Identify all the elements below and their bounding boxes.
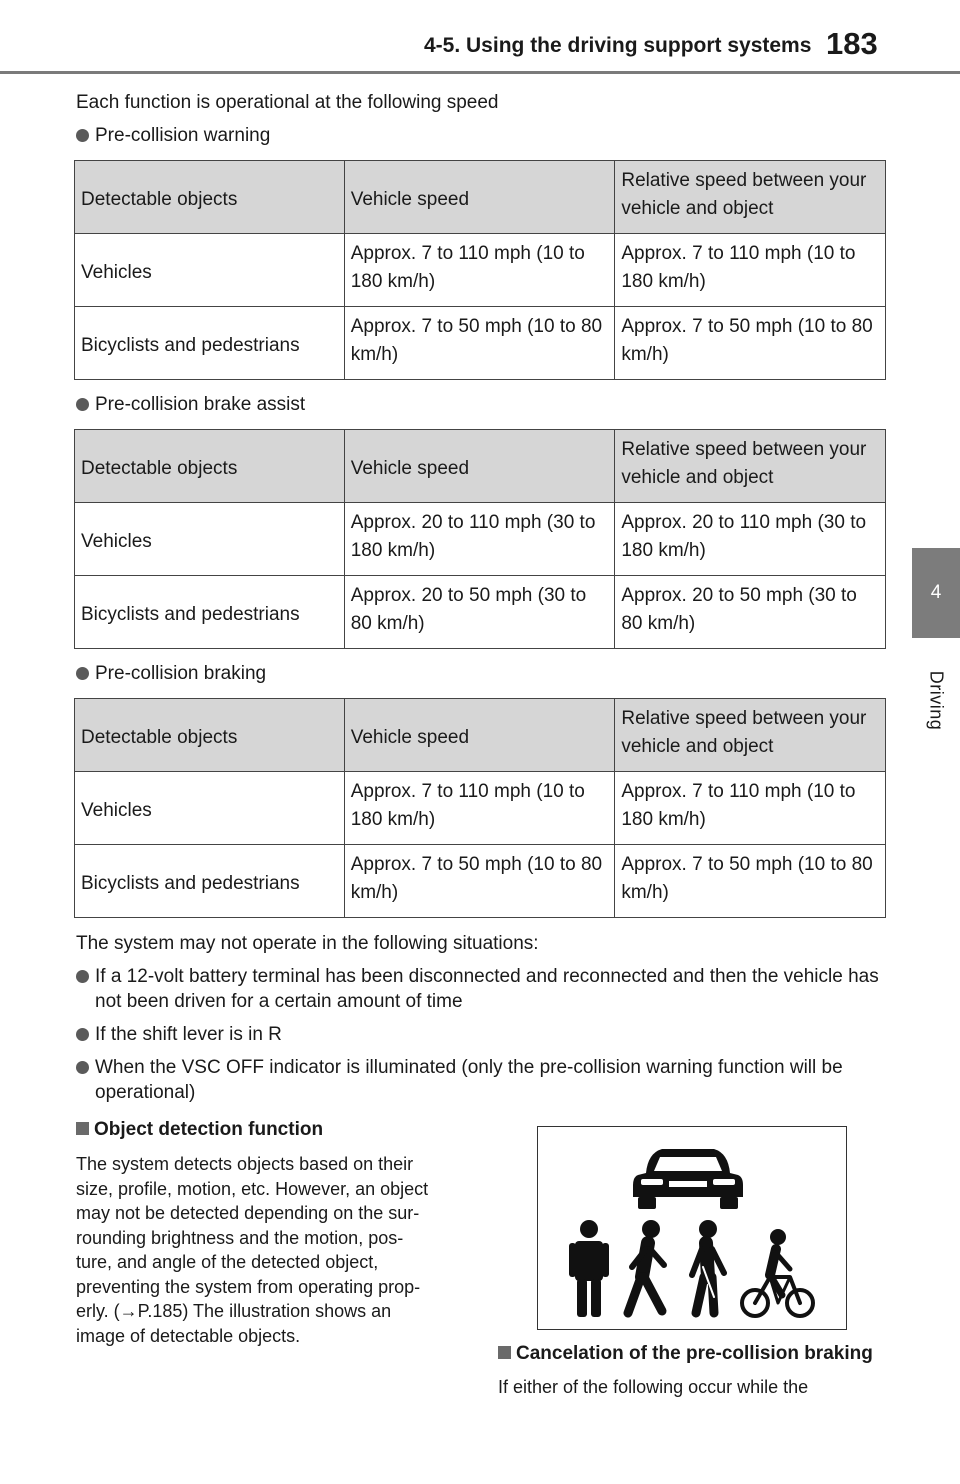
paragraph-line: rounding brightness and the motion, pos- (76, 1227, 404, 1248)
table-header-row (75, 161, 886, 234)
section-heading (76, 123, 270, 148)
speed-table (74, 429, 886, 649)
page-number: 183 (826, 26, 878, 61)
bullet-icon (76, 1061, 89, 1074)
table-cell: Approx. 7 to 110 mph (10 to 180 km/h) (615, 234, 886, 307)
paragraph-line: size, profile, motion, etc. However, an object (76, 1178, 429, 1199)
square-bullet-icon (498, 1346, 511, 1359)
table-cell: Approx. 7 to 110 mph (10 to 180 km/h) (344, 234, 615, 307)
header-cell: Detectable objects (75, 699, 345, 772)
list-item-text: If a 12-volt battery terminal has been disconnected and reconnected and then the vehicle has not been driven for a certain amount of time (95, 966, 879, 1012)
table-cell: Approx. 7 to 110 mph (10 to 180 km/h) (615, 772, 886, 845)
speed-table (74, 698, 886, 918)
list-item-text: If the shift lever is in R (95, 1024, 282, 1045)
bullet-icon (76, 398, 89, 411)
table-cell: Approx. 20 to 50 mph (30 to 80 km/h) (615, 576, 886, 649)
chapter-tab (912, 548, 960, 638)
paragraph-line: erly. (→P.185) The illustration shows an (76, 1301, 392, 1321)
chapter-number: 4 (930, 582, 942, 603)
header-cell: Vehicle speed (344, 430, 615, 503)
list-item (76, 1022, 886, 1047)
table-cell: Bicyclists and pedestrians (75, 576, 345, 649)
header-cell: Vehicle speed (344, 161, 615, 234)
cancelation-heading (498, 1341, 873, 1366)
bullet-icon (76, 129, 89, 142)
table-row (75, 845, 886, 918)
bullet-icon (76, 970, 89, 983)
paragraph-line: may not be detected depending on the sur- (76, 1203, 420, 1223)
header-rule (0, 71, 960, 74)
header-cell: Relative speed between your vehicle and object (615, 699, 886, 772)
table-row (75, 772, 886, 845)
bullet-icon (76, 1028, 89, 1041)
bicyclist-icon (742, 1229, 813, 1316)
table-cell: Vehicles (75, 503, 345, 576)
paragraph-line: ture, and angle of the detected object, (76, 1252, 379, 1272)
section-heading-text: Pre-collision warning (95, 125, 271, 146)
car-icon (633, 1149, 743, 1209)
object-detection-heading (76, 1117, 323, 1142)
table-cell: Approx. 20 to 110 mph (30 to 180 km/h) (615, 503, 886, 576)
list-item (76, 964, 886, 1014)
header-cell: Detectable objects (75, 161, 345, 234)
not-operate-lead: The system may not operate in the following situations: (76, 933, 539, 954)
object-detection-text (76, 1152, 466, 1348)
table-cell: Vehicles (75, 772, 345, 845)
list-item-text: When the VSC OFF indicator is illuminated (only the pre-collision warning function will be operational) (95, 1057, 843, 1103)
header-cell: Vehicle speed (344, 699, 615, 772)
table-row (75, 307, 886, 380)
table-cell: Approx. 7 to 110 mph (10 to 180 km/h) (344, 772, 615, 845)
header-cell: Relative speed between your vehicle and object (615, 430, 886, 503)
table-cell: Bicyclists and pedestrians (75, 307, 345, 380)
cancelation-text: If either of the following occur while the (498, 1377, 809, 1397)
page-header (0, 0, 960, 76)
header-cell: Detectable objects (75, 430, 345, 503)
list-item (76, 1055, 886, 1105)
table-cell: Approx. 7 to 50 mph (10 to 80 km/h) (344, 307, 615, 380)
section-title: 4-5. Using the driving support systems (424, 34, 812, 57)
paragraph-line: preventing the system from operating prop- (76, 1276, 421, 1297)
pedestrian-walking-icon (628, 1220, 664, 1313)
pedestrian-running-icon (692, 1220, 724, 1313)
table-header-row (75, 699, 886, 772)
detectable-objects-illustration (537, 1126, 847, 1330)
table-row (75, 503, 886, 576)
table-cell: Approx. 20 to 50 mph (30 to 80 km/h) (344, 576, 615, 649)
table-cell: Approx. 7 to 50 mph (10 to 80 km/h) (615, 307, 886, 380)
table-header-row (75, 430, 886, 503)
object-detection-title: Object detection function (94, 1119, 324, 1140)
pedestrian-standing-icon (569, 1220, 609, 1317)
section-heading (76, 392, 305, 417)
speed-table (74, 160, 886, 380)
table-cell: Vehicles (75, 234, 345, 307)
section-heading (76, 661, 266, 686)
square-bullet-icon (76, 1122, 89, 1135)
chapter-label: Driving (926, 670, 947, 731)
section-heading-text: Pre-collision brake assist (95, 394, 306, 415)
bullet-icon (76, 667, 89, 680)
table-cell: Approx. 7 to 50 mph (10 to 80 km/h) (344, 845, 615, 918)
intro-text: Each function is operational at the following speed (76, 92, 499, 113)
table-row (75, 234, 886, 307)
table-row (75, 576, 886, 649)
paragraph-line: image of detectable objects. (76, 1325, 301, 1346)
table-cell: Approx. 7 to 50 mph (10 to 80 km/h) (615, 845, 886, 918)
not-operate-list (76, 964, 886, 1113)
paragraph-line: The system detects objects based on their (76, 1154, 414, 1174)
section-heading-text: Pre-collision braking (95, 663, 267, 684)
table-cell: Approx. 20 to 110 mph (30 to 180 km/h) (344, 503, 615, 576)
header-cell: Relative speed between your vehicle and object (615, 161, 886, 234)
cancelation-title: Cancelation of the pre-collision braking (516, 1343, 873, 1364)
table-cell: Bicyclists and pedestrians (75, 845, 345, 918)
